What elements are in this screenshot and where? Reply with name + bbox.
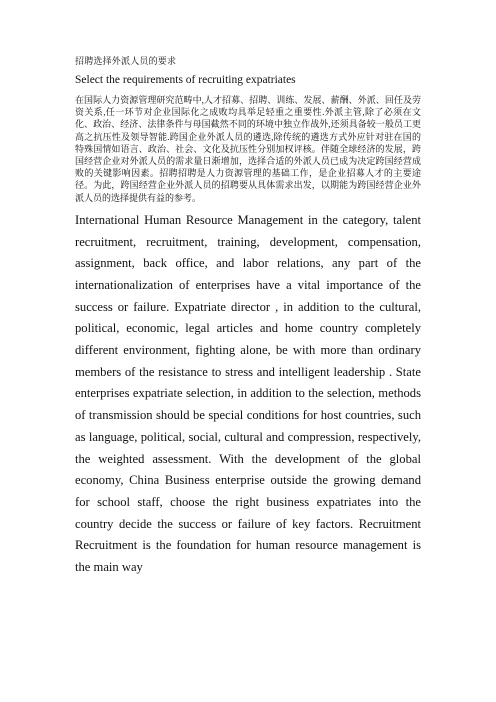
english-title: Select the requirements of recruiting expatriates	[75, 74, 296, 86]
chinese-title: 招聘选择外派人员的要求	[75, 56, 177, 66]
document-content	[75, 55, 421, 579]
english-body-paragraph: International Human Resource Management in the category, talent recruitment, recruitment, training, development, compensation, assignment, back office, and labor relations, any part of the internationalization of enterprises have a vital importance of the success or failure. Expatriate director , in addition to the cultural, political, economic, legal articles and home country completely different environment, fighting alone, be with more than ordinary members of the resistance to stress and intelligent leadership . State enterprises expatriate selection, in addition to the selection, methods of transmission should be special conditions for host countries, such as language, political, social, cultural and compression, respectively, the weighted assessment. With the development of the global economy, China Business enterprise outside the growing demand for school staff, choose the right business expatriates into the country decide the success or failure of key factors. Recruitment Recruitment is the foundation for human resource management is the main way	[75, 212, 421, 575]
chinese-abstract-paragraph: 在国际人力资源管理研究范畴中,人才招募、招聘、训练、发展、薪酬、外派、回任及劳资关系,任一环节对企业国际化之成败均具举足轻重之重要性.外派主管,除了必须在文化、政治、经济、法律条件与母国截然不同的环境中独立作战外,还须具备较一般员工更高之抗压性及领导智能.跨国企业外派人员的遴选,除传统的遴选方式外应针对驻在国的特殊国情如语言、政治、社会、文化及抗压性分别加权评核。伴随全球经济的发展，跨国经营企业对外派人员的需求量日渐增加，选择合适的外派人员已成为决定跨国经营成败的关键影响因素。招聘招聘是人力资源管理的基础工作，是企业招募人才的主要途径。为此，跨国经营企业外派人员的招聘要从具体需求出发，以期能为跨国经营企业外派人员的选择提供有益的参考。	[75, 95, 421, 203]
